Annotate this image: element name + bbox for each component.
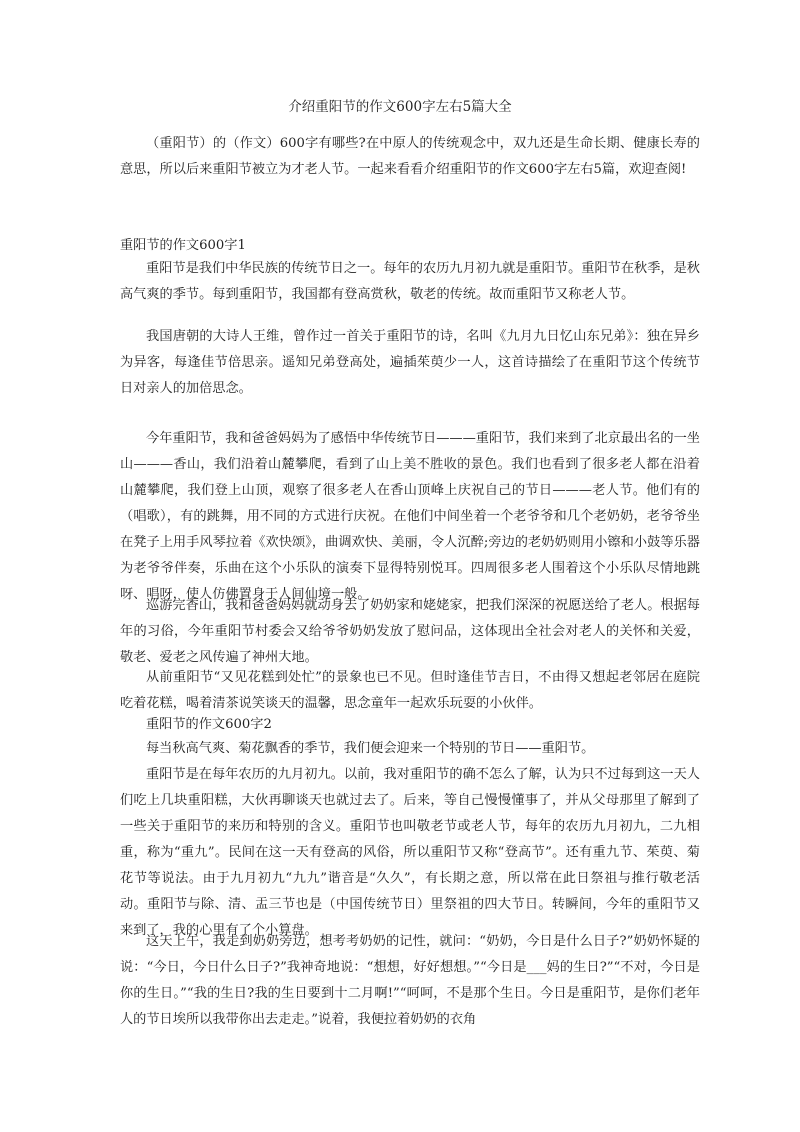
essay-1-paragraph-1: 重阳节是我们中华民族的传统节日之一。每年的农历九月初九就是重阳节。重阳节在秋季，是秋高气爽的季节。每到重阳节，我国都有登高赏秋，敬老的传统。故而重阳节又称老人节。 bbox=[120, 261, 700, 302]
essay-1-heading: 重阳节的作文600字1 bbox=[120, 238, 246, 253]
essay-1-paragraph-5: 从前重阳节“又见花糕到处忙”的景象也已不见。但时逢佳节吉日，不由得又想起老邻居在庭院吃着花糕，喝着清茶说笑谈天的温馨，思念童年一起欢乐玩耍的小伙伴。 bbox=[120, 670, 700, 711]
essay-2-paragraph-3: 这天上午，我走到奶奶旁边，想考考奶奶的记性，就问：“奶奶，今日是什么日子?”奶奶怀疑的说：“今日，今日什么日子?”我神奇地说：“想想，好好想想。”“今日是___妈的生日?”“不对，今日是你的生日。”“我的生日?我的生日要到十二月啊!”“呵呵，不是那个生日。今日是重阳节，是你们老年人的节日埃所以我带你出去走走。”说着，我便拉着奶奶的衣角 bbox=[120, 934, 700, 1027]
page-title: 介绍重阳节的作文600字左右5篇大全 bbox=[288, 99, 512, 115]
essay-1-paragraph-2: 我国唐朝的大诗人王维，曾作过一首关于重阳节的诗，名叫《九月九日忆山东兄弟》：独在异乡为异客，每逢佳节倍思亲。遥知兄弟登高处，遍插茱萸少一人，这首诗描绘了在重阳节这个传统节日对亲人的加倍思念。 bbox=[120, 329, 700, 396]
essay-1-paragraph-3: 今年重阳节，我和爸爸妈妈为了感悟中华传统节日———重阳节，我们来到了北京最出名的一坐山———香山，我们沿着山麓攀爬，看到了山上美不胜收的景色。我们也看到了很多老人都在沿着山麓攀爬，我们登上山顶，观察了很多老人在香山顶峰上庆祝自己的节日———老人节。他们有的（唱歌），有的跳舞，用不同的方式进行庆祝。在他们中间坐着一个老爷爷和几个老奶奶，老爷爷坐在凳子上用手风琴拉着《欢快颂》，曲调欢快、美丽，令人沉醉;旁边的老奶奶则用小镲和小鼓等乐器为老爷爷伴奏，乐曲在这个小乐队的演奏下显得特别悦耳。四周很多老人围着这个小乐队尽情地跳呀、唱呀，使人仿佛置身于人间仙境一般。 bbox=[120, 431, 700, 602]
intro-paragraph: （重阳节）的（作文）600字有哪些?在中原人的传统观念中，双九还是生命长期、健康长寿的意思，所以后来重阳节被立为才老人节。一起来看看介绍重阳节的作文600字左右5篇，欢迎查阅! bbox=[120, 136, 700, 177]
essay-2-paragraph-2: 重阳节是在每年农历的九月初九。以前，我对重阳节的确不怎么了解，认为只不过每到这一天人们吃上几块重阳糕，大伙再聊谈天也就过去了。后来，等自己慢慢懂事了，并从父母那里了解到了一些关于重阳节的来历和特别的含义。重阳节也叫敬老节或老人节，每年的农历九月初九，二九相重，称为“重九”。民间在这一天有登高的风俗，所以重阳节又称“登高节”。还有重九节、茱萸、菊花节等说法。由于九月初九“九九”谐音是“久久”，有长期之意，所以常在此日祭祖与推行敬老活动。重阳节与除、清、盂三节也是（中国传统节日）里祭祖的四大节日。转瞬间，今年的重阳节又来到了，我的心里有了个小算盘。 bbox=[120, 767, 700, 938]
essay-2-paragraph-1: 每当秋高气爽、菊花飘香的季节，我们便会迎来一个特别的节日——重阳节。 bbox=[146, 741, 595, 756]
essay-1-paragraph-4: 巡游完香山，我和爸爸妈妈就动身去了奶奶家和姥姥家，把我们深深的祝愿送给了老人。根据每年的习俗，今年重阳节村委会又给爷爷奶奶发放了慰问品，这体现出全社会对老人的关怀和关爱，敬老、爱老之风传遍了神州大地。 bbox=[120, 598, 700, 665]
essay-2-heading: 重阳节的作文600字2 bbox=[146, 717, 272, 732]
